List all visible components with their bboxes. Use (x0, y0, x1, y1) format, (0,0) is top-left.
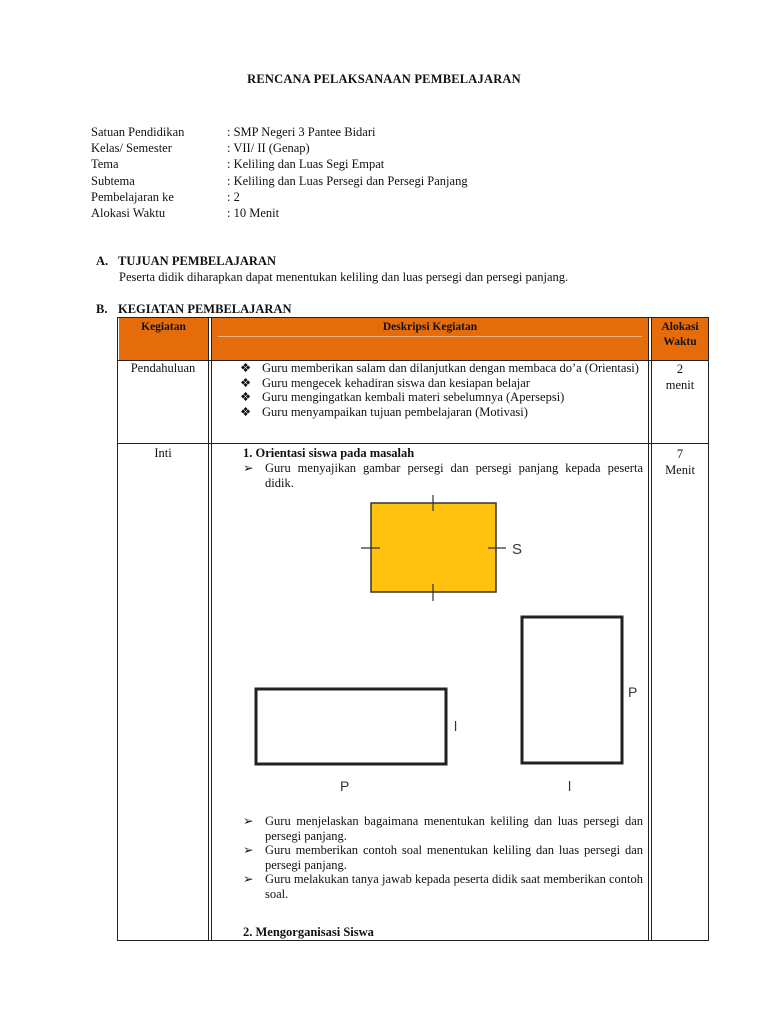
arrow-bullet-icon: ➢ (243, 843, 254, 857)
list-item: ➢ Guru memberikan contoh soal menentukan keliling dan luas persegi dan persegi panjang. (243, 843, 643, 872)
identity-info (91, 125, 468, 222)
list-item: ❖ Guru menyampaikan tujuan pembelajaran (Motivasi) (240, 404, 528, 419)
pendahuluan-list (240, 361, 642, 419)
info-value: : 2 (227, 189, 240, 204)
info-row (91, 206, 468, 222)
info-label: Pembelajaran ke (91, 189, 174, 204)
header-underline (218, 336, 642, 337)
orientasi-list (243, 461, 643, 490)
rect1-width-label: l (454, 718, 458, 734)
info-label: Subtema (91, 173, 135, 188)
column-divider (208, 318, 209, 940)
diamond-bullet-icon: ❖ (240, 404, 252, 419)
column-divider (211, 318, 212, 940)
info-label: Satuan Pendidikan (91, 125, 185, 139)
info-row (91, 190, 468, 206)
section-a-text: Peserta didik diharapkan dapat menentukan keliling dan luas persegi dan persegi panjang. (119, 270, 569, 284)
list-item: ❖ Guru mengingatkan kembali materi sebelumnya (Apersepsi) (240, 390, 565, 404)
step-orientasi: 1. Orientasi siswa pada masalah (243, 446, 415, 460)
info-value: : Keliling dan Luas Persegi dan Persegi Panjang (227, 173, 468, 188)
rect2-length-label: P (628, 684, 638, 700)
square-side-label: S (512, 541, 523, 558)
info-label: Alokasi Waktu (91, 205, 166, 220)
arrow-bullet-icon: ➢ (243, 872, 254, 886)
info-row (91, 174, 468, 190)
list-item: ➢ Guru melakukan tanya jawab kepada peserta didik saat memberikan contoh soal. (243, 872, 643, 901)
arrow-bullet-icon: ➢ (243, 461, 254, 475)
header-deskripsi: Deskripsi Kegiatan (212, 318, 648, 360)
header-alokasi: Alokasi Waktu (652, 318, 708, 360)
alokasi-pendahuluan: 2 menit (665, 362, 695, 392)
section-a-heading: A. TUJUAN PEMBELAJARAN (96, 254, 276, 268)
row-divider (118, 443, 708, 444)
step-mengorganisasi: 2. Mengorganisasi Siswa (243, 925, 374, 939)
list-item: ❖ Guru mengecek kehadiran siswa dan kesiapan belajar (240, 375, 530, 390)
info-value: : SMP Negeri 3 Pantee Bidari (227, 125, 376, 139)
column-divider (651, 318, 652, 940)
header-kegiatan: Kegiatan (119, 318, 208, 360)
info-value: : Keliling dan Luas Segi Empat (227, 157, 385, 172)
diamond-bullet-icon: ❖ (240, 375, 252, 390)
info-value: : 10 Menit (227, 205, 280, 220)
diamond-bullet-icon: ❖ (240, 361, 252, 375)
page-title: RENCANA PELAKSANAAN PEMBELAJARAN (247, 72, 521, 86)
info-value: : VII/ II (Genap) (227, 141, 310, 156)
list-item: ➢ Guru menyajikan gambar persegi dan persegi panjang kepada peserta didik. (243, 461, 643, 490)
info-row (91, 141, 468, 157)
rectangle-horizontal (256, 689, 446, 764)
info-label: Kelas/ Semester (91, 141, 172, 156)
orientasi-list-after (243, 814, 643, 901)
square-shape (371, 503, 496, 592)
list-item: ❖ Guru memberikan salam dan dilanjutkan dengan membaca do’a (Orientasi) (240, 361, 639, 375)
arrow-bullet-icon: ➢ (243, 814, 254, 828)
shapes-figure (244, 493, 642, 798)
kegiatan-inti: Inti (154, 446, 172, 460)
section-b-heading: B. KEGIATAN PEMBELAJARAN (96, 302, 292, 316)
rect1-length-label: P (340, 778, 350, 794)
info-label: Tema (91, 157, 119, 172)
info-row (91, 157, 468, 173)
rectangle-vertical (522, 617, 622, 763)
activity-table (117, 317, 709, 941)
alokasi-inti: 7 Menit (665, 447, 695, 477)
rect2-width-label: l (568, 778, 572, 794)
info-row (91, 125, 468, 141)
list-item: ➢ Guru menjelaskan bagaimana menentukan keliling dan luas persegi dan persegi panjang. (243, 814, 643, 843)
diamond-bullet-icon: ❖ (240, 390, 252, 404)
kegiatan-pendahuluan: Pendahuluan (130, 361, 196, 375)
column-divider (648, 318, 649, 940)
